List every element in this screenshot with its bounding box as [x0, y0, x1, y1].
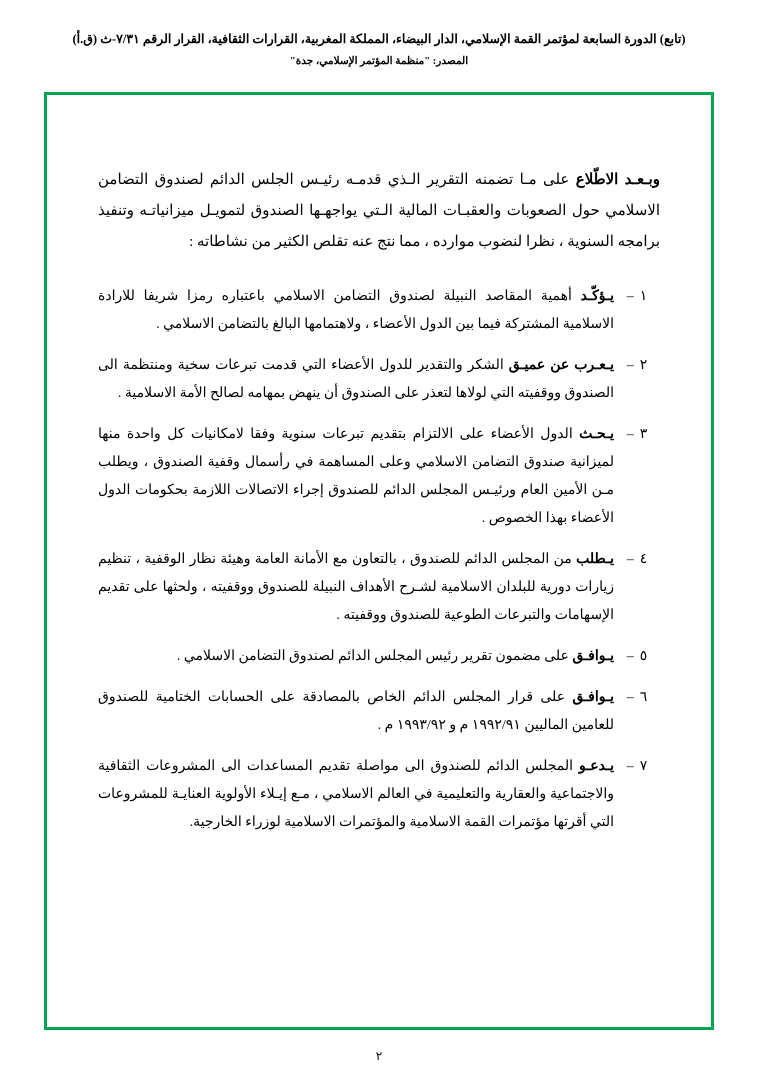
clause-number-value: ١	[639, 289, 648, 305]
page-header	[0, 0, 758, 67]
clause-body	[98, 546, 614, 630]
clause-number	[614, 684, 660, 712]
clause-lead: يـطلب	[576, 552, 614, 568]
clause-body	[98, 643, 614, 671]
clause-body	[98, 283, 614, 339]
clause-number	[614, 352, 660, 380]
clause-number-value: ٥	[639, 649, 648, 665]
list-item	[98, 753, 660, 837]
clause-rest: أهمية المقاصد النبيلة لصندوق التضامن الاسلامي باعتباره رمزا شريفا للارادة الاسلامية المشتركة فيما بين الدول الأعضاء ، ولاهتمامها البالغ بالتضامن الاسلامي .	[98, 289, 614, 333]
clause-dash: –	[626, 358, 634, 374]
intro-paragraph	[98, 165, 660, 257]
clause-number-value: ٦	[639, 690, 648, 706]
clause-rest: الشكر والتقدير للدول الأعضاء التي قدمت تبرعات سخية ومنتظمة الى الصندوق ووقفيته التي لولاها لتعذر على الصندوق أن ينهض بمهامه لصالح الأمة الاسلامية .	[98, 358, 614, 402]
clause-number	[614, 421, 660, 449]
clause-lead: يـدعـو	[578, 759, 614, 775]
clause-body	[98, 684, 614, 740]
intro-lead: وبـعـد الاطّلاع	[575, 172, 660, 188]
clause-body	[98, 421, 614, 533]
clause-number-value: ٧	[639, 759, 648, 775]
header-title: (تابع) الدورة السابعة لمؤتمر القمة الإسلامي، الدار البيضاء، المملكة المغربية، القرارات الثقافية، القرار الرقم ٧/٣١-ث (ق.أ)	[72, 32, 686, 46]
list-item	[98, 546, 660, 630]
clause-dash: –	[626, 427, 634, 443]
clause-rest: المجلس الدائم للصندوق الى مواصلة تقديم المساعدات الى المشروعات الثقافية والاجتماعية والعقارية والتعليمية في العالم الاسلامي ، مـع إيـلاء الأولوية العنايـة للمشروعات التي أقرتها مؤتمرات القمة الاسلامية والمؤتمرات الاسلامية لوزراء الخارجية.	[98, 759, 614, 831]
list-item	[98, 684, 660, 740]
clause-number	[614, 643, 660, 671]
intro-text: على مـا تضمنه التقرير الـذي قدمـه رئيـس الجلس الدائم لصندوق التضامن الاسلامي حول الصعوبات والعقبـات المالية الـتي يواجهـها الصندوق لتمويـل ميزانياتـه وتنفيذ برامجه السنوية ، نظرا لنضوب موارده ، مما نتج عنه تقلص الكثير من نشاطاته :	[98, 172, 660, 250]
clause-dash: –	[626, 649, 634, 665]
clause-rest: من المجلس الدائم للصندوق ، بالتعاون مع الأمانة العامة وهيئة نظار الوقفية ، تنظيم زيارات دورية للبلدان الاسلامية لشـرح الأهداف النبيلة للصندوق ووقفيته ، ولحثها على تقديم الإسهامات والتبرعات الطوعية للصندوق ووقفيته .	[98, 552, 614, 624]
clause-rest: على مضمون تقرير رئيس المجلس الدائم لصندوق التضامن الاسلامي .	[176, 649, 573, 665]
clause-number	[614, 546, 660, 574]
page-footer	[0, 1049, 758, 1064]
page-number: ٢	[375, 1049, 383, 1063]
clause-lead: يـحـث	[579, 427, 614, 443]
clause-dash: –	[626, 690, 634, 706]
clause-number	[614, 753, 660, 781]
list-item	[98, 421, 660, 533]
clause-list	[98, 283, 660, 837]
document-body	[98, 150, 660, 850]
clause-dash: –	[626, 552, 634, 568]
clause-dash: –	[626, 289, 634, 305]
list-item	[98, 643, 660, 671]
clause-rest: الدول الأعضاء على الالتزام بتقديم تبرعات سنوية وفقا لامكانيات كل واحدة منها لميزانية صندوق التضامن الاسلامي وعلى المساهمة في رأسمال وقفية الصندوق ، ويطلب مـن الأمين العام ورئيـس المجلس الدائم للصندوق إجراء الاتصالات اللازمة بحكومات الدول الأعضاء بهذا الخصوص .	[98, 427, 614, 527]
clause-body	[98, 352, 614, 408]
clause-lead: يـوافـق	[572, 690, 614, 706]
clause-rest: على قرار المجلس الدائم الخاص بالمصادقة على الحسابات الختامية للصندوق للعامين الماليين ١٩٩٢/٩١ م و ١٩٩٣/٩٢ م .	[98, 690, 614, 734]
clause-number-value: ٤	[639, 552, 648, 568]
clause-number-value: ٢	[639, 358, 648, 374]
clause-lead: يـعـرب عن عميـق	[508, 358, 614, 374]
list-item	[98, 352, 660, 408]
clause-dash: –	[626, 759, 634, 775]
clause-number	[614, 283, 660, 311]
clause-body	[98, 753, 614, 837]
list-item	[98, 283, 660, 339]
clause-number-value: ٣	[639, 427, 648, 443]
clause-lead: يـؤكّـد	[580, 289, 614, 305]
header-source: المصدر: "منظمة المؤتمر الإسلامي، جدة"	[289, 55, 469, 67]
clause-lead: يـوافـق	[572, 649, 614, 665]
